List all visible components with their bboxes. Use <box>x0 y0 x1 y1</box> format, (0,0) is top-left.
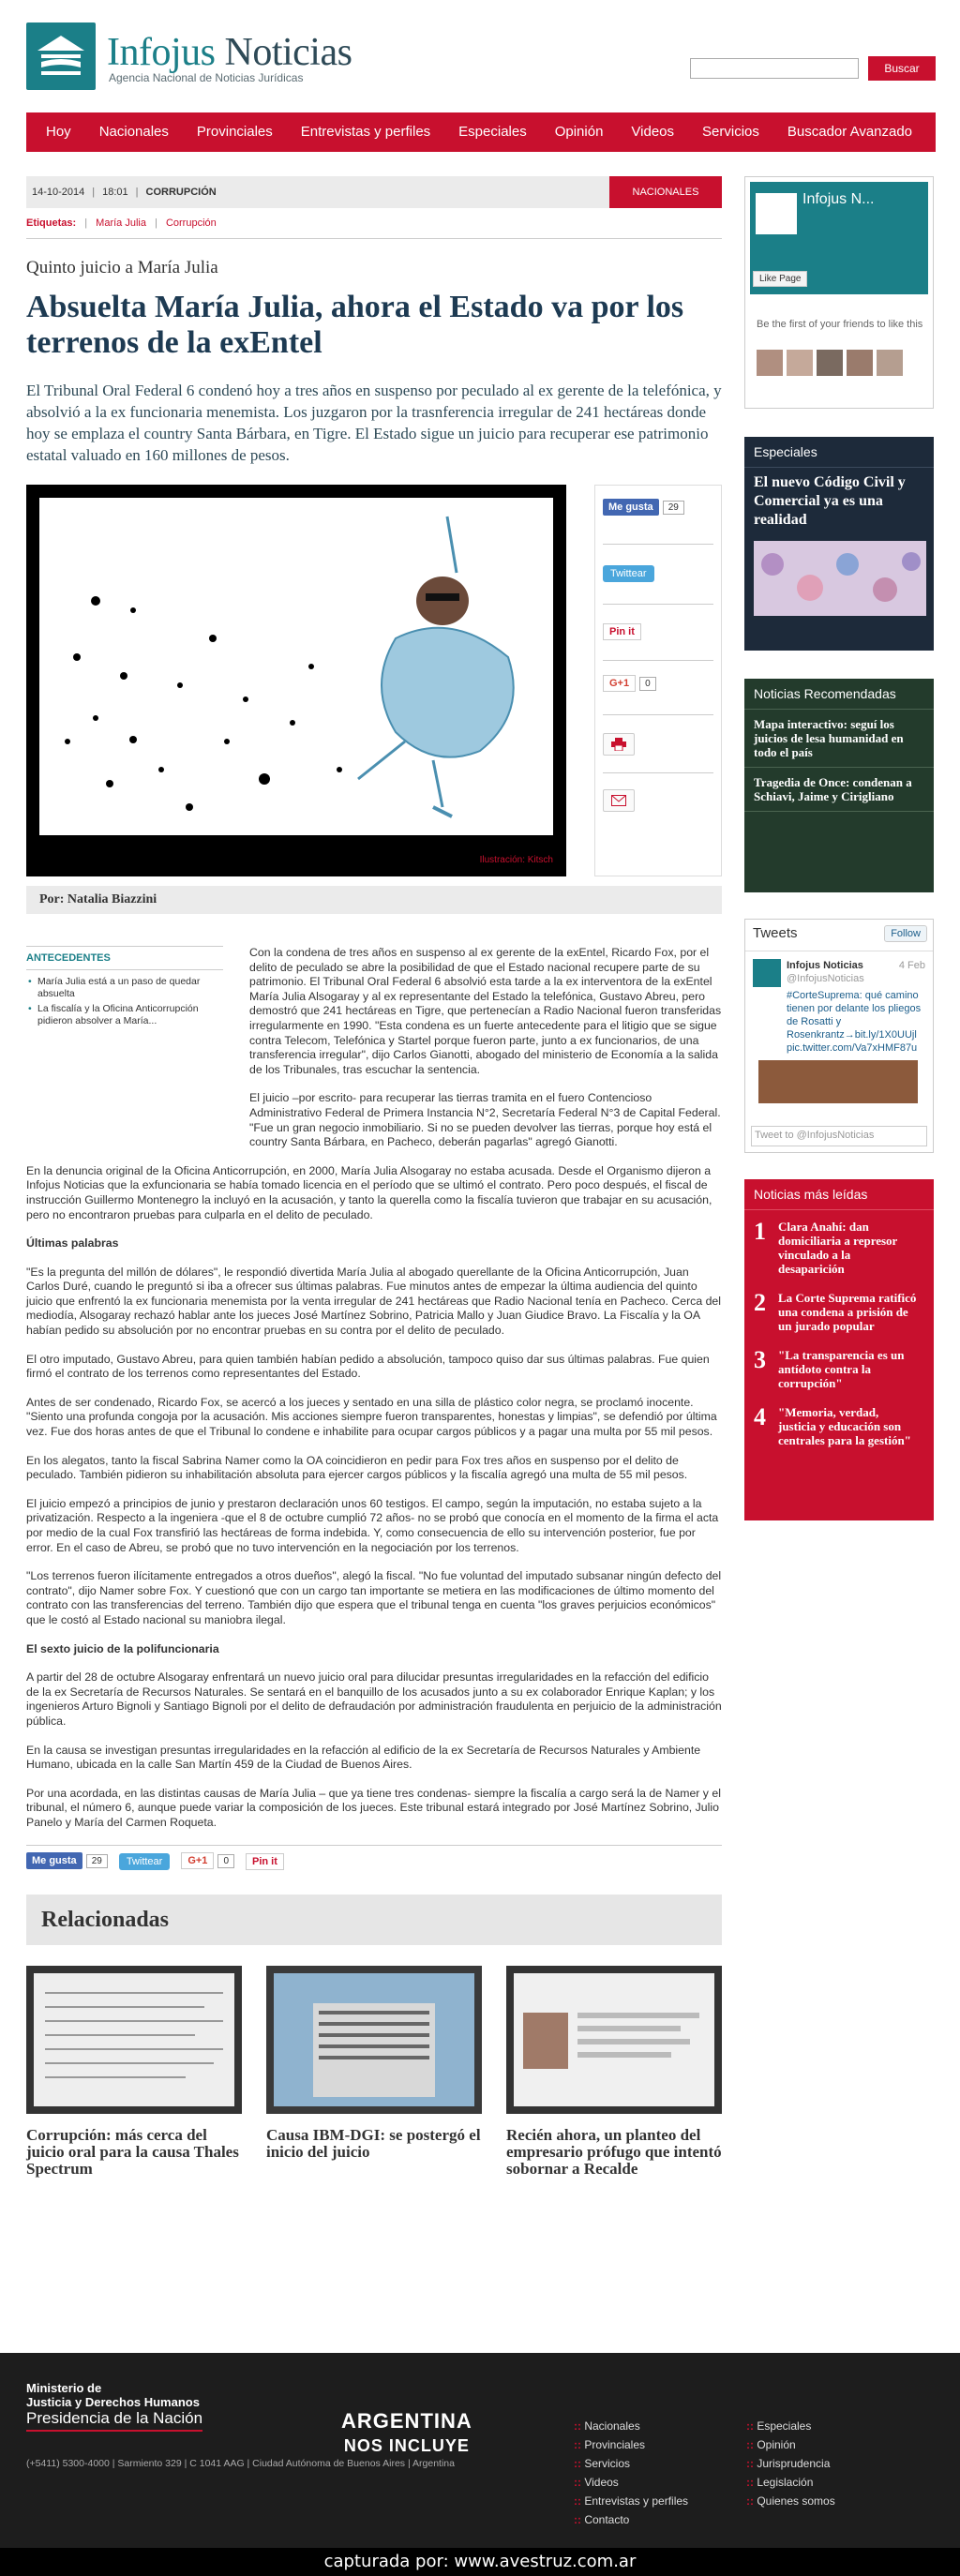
tags-label: Etiquetas: <box>26 217 77 229</box>
twitter-widget <box>744 919 934 1153</box>
mas-leidas-heading: Noticias más leídas <box>744 1179 934 1210</box>
media-row <box>26 485 722 876</box>
rank-number: 1 <box>754 1218 766 1245</box>
main-column <box>26 176 722 2178</box>
article-paragraph: "Es la pregunta del millón de dólares", le respondió divertida María Julia al abogado querellante de la Oficina Anticorrupción, Juan Carlos Duré, cuando le preguntó si iba a ofrecer sus últimas palabras. Fue minutos antes de empezar la última audiencia del quinto juicio que enfrentó la ex funcionaria menemista por la venta irregular de 241 hectáreas que Radio Nacional tenía en Pacheco. Cerca del mediodía, Alsogaray rechazó hablar ante los jueces José Martínez Sobrino, Patricia Mallo y Juan Giudice Bravo. La Fiscalía y la OA habían pedido su absolución por no encontrar pruebas en su contra por el delito de peculado. <box>26 1265 721 1338</box>
facebook-page-widget <box>744 176 934 409</box>
facebook-page-name[interactable]: Infojus N... <box>802 191 875 207</box>
facebook-like-button[interactable]: Me gusta <box>26 1852 82 1869</box>
tweets-heading: Tweets <box>745 920 933 951</box>
related-item[interactable] <box>26 1966 242 2178</box>
google-plus-count: 0 <box>639 677 656 691</box>
recomendadas-heading: Noticias Recomendadas <box>744 679 934 710</box>
nav-videos[interactable]: Videos <box>631 124 675 140</box>
footer-link[interactable]: :: Servicios <box>574 2454 688 2473</box>
logo-title-noticias: Noticias <box>215 31 352 74</box>
article-paragraph: "Los terrenos fueron ilícitamente entregados a otros dueños", alegó la fiscal. "No fue voluntad del imputado subsanar ningún defecto del contrato", dijo Namer sobre Fox. Y cuestionó que con un cargo tan importante se metiera en las modificaciones de último momento del contrato con las transferencias del terreno. También dijo que espera que el tribunal tenga en cuenta "los graves perjuicios económicos" que le costó al Estado nacional su maniobra ilegal. <box>26 1569 722 1626</box>
article-paragraph: Antes de ser condenado, Ricardo Fox, se acercó a los jueces y sentado en una silla de plástico color negra, se proclamó inocente. "Siento una profunda congoja por la acusación. Mis acciones siempre fueron transparentes, honestas y limpias", se defendió por última vez. Fue dos horas antes de que el Tribunal lo condene e inhabilite para ocupar cargos públicos y a pagar una multa por 55 mil pesos. <box>26 1395 717 1439</box>
recomendada-link[interactable]: Mapa interactivo: seguí los juicios de lesa humanidad en todo el país <box>744 710 934 768</box>
antecedente-link[interactable]: • La fiscalía y la Oficina Anticorrupción pidieron absolver a María... <box>26 1003 223 1027</box>
google-plus-button[interactable]: G+1 <box>181 1852 214 1869</box>
facebook-like-count: 29 <box>86 1854 108 1868</box>
footer-address: (+5411) 5300-4000 | Sarmiento 329 | C 1041 AAG | Ciudad Autónoma de Buenos Aires | Argentina <box>26 2458 455 2469</box>
google-plus-count: 0 <box>218 1854 234 1868</box>
footer-link[interactable]: :: Opinión <box>746 2435 835 2454</box>
tag-link[interactable]: María Julia <box>96 217 146 229</box>
related-item[interactable] <box>266 1966 482 2178</box>
tweet-input[interactable]: Tweet to @InfojusNoticias <box>751 1126 927 1146</box>
search-button[interactable]: Buscar <box>868 56 936 81</box>
article-category[interactable]: CORRUPCIÓN <box>145 187 217 198</box>
footer-link[interactable]: :: Quienes somos <box>746 2492 835 2510</box>
especiales-title[interactable]: El nuevo Código Civil y Comercial ya es una realidad <box>754 474 906 528</box>
article-paragraph: El juicio empezó a principios de junio y prestaron declaración unos 60 testigos. El campo, según la imputación, no estaba sujeto a la privatización. Respecto a la ingeniera -que el 8 de octubre cumplió 72 años- no se probó que conocía en el momento de la firma el acta por medio de la cual Fox transfirió las hectáreas de forma indebida. Y, como consecuencia de ello su intervención posterior, fue por error. En el caso de Abreu, se probó que no tuvo intervención en la negociación por los terrenos. <box>26 1496 719 1554</box>
related-thumbnail[interactable] <box>506 1966 722 2114</box>
twitter-tweet-button[interactable]: Twittear <box>119 1853 171 1870</box>
facebook-friends-avatars <box>757 350 903 376</box>
pinterest-pin-button[interactable]: Pin it <box>246 1853 284 1870</box>
logo-icon[interactable] <box>26 22 96 90</box>
footer-links-col-2 <box>746 2417 835 2510</box>
tweet-image[interactable] <box>758 1060 918 1103</box>
facebook-page-text: Be the first of your friends to like this <box>757 319 923 330</box>
ministry-line: Justicia y Derechos Humanos <box>26 2395 200 2409</box>
rank-number: 2 <box>754 1289 766 1316</box>
tweet <box>745 951 933 1111</box>
nav-hoy[interactable]: Hoy <box>46 124 71 140</box>
nav-provinciales[interactable]: Provinciales <box>196 124 273 140</box>
illustration-drawing <box>39 498 553 835</box>
tag-link[interactable]: Corrupción <box>165 217 217 229</box>
article-paragraph: Por una acordada, en las distintas causas de María Julia – que ya tiene tres condenas- siempre la fiscalía a cargo será la de Namer y el tribunal, el número 6, aunque puede variar la composición de los jueces. Este tribunal estará integrado por José Martínez Sobrino, Julio Panelo y María del Carmen Roqueta. <box>26 1786 721 1829</box>
mas-leida-title[interactable]: Clara Anahí: dan domiciliaria a represor vinculado a la desaparición <box>778 1220 898 1276</box>
search-input[interactable] <box>690 58 859 79</box>
tweet-user[interactable]: Infojus Noticias <box>787 960 863 971</box>
related-title[interactable]: Corrupción: más cerca del juicio oral para la causa Thales Spectrum <box>26 2125 239 2178</box>
footer-link[interactable]: :: Jurisprudencia <box>746 2454 835 2473</box>
ministry-logo[interactable] <box>26 2381 202 2432</box>
article-paragraph: A partir del 28 de octubre Alsogaray enfrentará un nuevo juicio oral para dilucidar presuntas irregularidades en la refacción del edificio de la ex Secretaría de Recursos Naturales. Se sentará en el banquillo de los acusados junto a su ex colaborador Enrique Kaplan; y los ingenieros Arturo Bignoli y Santiago Bignoli por el delito de defraudación por administración fraudulenta en perjuicio de la administración pública. <box>26 1670 722 1728</box>
related-list <box>26 1966 722 2178</box>
nav-especiales[interactable]: Especiales <box>458 124 527 140</box>
nav-servicios[interactable]: Servicios <box>702 124 759 140</box>
footer-links-col-1 <box>574 2417 688 2529</box>
article-lead: El Tribunal Oral Federal 6 condenó hoy a tres años en suspenso por peculado al ex gerente de la telefónica, y absolvió a la ex funcionaria menemista. Los juzgaron por la trasnferencia irregular de 241 hectáreas donde hoy se emplaza el country Santa Bárbara, en Tigre. El Estado sigue un juicio para recuperar ese patrimonio estatal valuado en 160 millones de pesos. <box>26 382 722 464</box>
nav-buscador-avanzado[interactable]: Buscador Avanzado <box>787 124 913 140</box>
photo-credit: Ilustración: Kitsch <box>479 855 553 865</box>
article-paragraph: Con la condena de tres años en suspenso al ex gerente de la exEntel, Ricardo Fox, por el delito de peculado se abre la posibilidad de que el Estado nacional recupere parte de su patrimonio. El Tribunal Oral Federal 6 absolvió esta tarde a la ex interventora de la exEntel María Julia Alsogaray y al ex representante del Estado la telefónica, Gustavo Abreu, pero demostró que 241 hectáreas en Tigre, que pertenecían a Radio Nacional fueron transferidas irregularmente en 1990. "Esta condena es un fuerte antecedente para el litigio que se sigue contra Telecom, Telefónica y Startel porque fueron parte, junto a ex funcionarios, de una transferencia irregular", dijo Carlos Gianotti, abogado del ministerio de Economía a la salida de los Tribunales, tras escuchar la sentencia. <box>249 946 722 1076</box>
twitter-follow-button[interactable]: Follow <box>884 925 927 942</box>
print-icon[interactable] <box>603 733 635 756</box>
arg-line-1: ARGENTINA <box>341 2409 472 2433</box>
rank-number: 3 <box>754 1346 766 1373</box>
arg-line-2: NOS INCLUYE <box>343 2436 470 2455</box>
avatar[interactable] <box>877 350 903 376</box>
facebook-like-count: 29 <box>663 501 684 515</box>
article-tags: Etiquetas: | María Julia | Corrupción <box>26 217 722 239</box>
tweet-avatar[interactable] <box>753 959 781 987</box>
related-item[interactable] <box>506 1966 722 2178</box>
article-kicker: Quinto juicio a María Julia <box>26 258 218 277</box>
rank-number: 4 <box>754 1403 766 1430</box>
facebook-like-page-button[interactable]: Like Page <box>753 271 807 287</box>
especiales-box <box>744 437 934 651</box>
main-nav <box>26 112 936 152</box>
twitter-tweet-button[interactable]: Twittear <box>603 565 654 582</box>
tweet-text: #CorteSuprema: qué camino tienen por delante los pliegos de Rosatti y Rosenkrantz→bit.ly/1X0UUjl pic.twitter.com/Va7xHMF87u <box>787 990 922 1054</box>
mas-leida-title[interactable]: "La transparencia es un antídoto contra la corrupción" <box>778 1348 905 1390</box>
footer-link[interactable]: :: Especiales <box>746 2417 835 2435</box>
article-paragraph: El otro imputado, Gustavo Abreu, para quien también habían pedido a absolución, tampoco quiso dar sus últimas palabras. Fue quien firmó el contrato de los terrenos como representantes del Estado. <box>26 1352 710 1381</box>
mas-leida-item[interactable] <box>744 1396 934 1453</box>
mas-leida-item[interactable] <box>744 1281 934 1339</box>
article-paragraph: El juicio –por escrito- para recuperar las tierras tramita en el fuero Contencioso Administrativo Federal de Primera Instancia N°2, Secretaría Federal N°3 de Capital Federal. "Fue un gran negocio inmobiliario. Si no se pueden devolver las tierras, porque hoy está el country Santa Bárbara, en Pacheco, deberán pagarlas" agregó Gianotti. <box>249 1091 721 1149</box>
avatar[interactable] <box>847 350 873 376</box>
especiales-heading: Especiales <box>744 437 934 468</box>
related-title[interactable]: Recién ahora, un planteo del empresario prófugo que intentó sobornar a Recalde <box>506 2125 722 2178</box>
footer-link[interactable]: :: Legislación <box>746 2473 835 2492</box>
article-body <box>26 946 722 1831</box>
facebook-like-button[interactable]: Me gusta <box>603 499 659 516</box>
nav-nacionales[interactable]: Nacionales <box>98 124 169 140</box>
antecedente-link[interactable]: • María Julia está a un paso de quedar absuelta <box>26 976 223 1000</box>
article-date: 14-10-2014 <box>32 187 85 198</box>
share-bar-bottom <box>26 1845 722 1870</box>
tweet-handle[interactable]: @InfojusNoticias <box>787 973 864 984</box>
site-header <box>26 22 936 88</box>
antecedentes-title: ANTECEDENTES <box>26 952 223 970</box>
capture-watermark: capturada por: www.avestruz.com.ar <box>0 2548 960 2576</box>
recomendadas-box <box>744 679 934 892</box>
article-time: 18:01 <box>102 187 128 198</box>
especiales-image[interactable] <box>754 541 926 616</box>
article-paragraph: En la denuncia original de la Oficina Anticorrupción, en 2000, María Julia Alsogaray no estaba acusada. Desde el Organismo dijeron a Infojus Noticias que la exfuncionaria se había tomado licencia en el período que se ultimó el contrato. Pero poco después, el fiscal de instrucción Guillermo Montenegro la incluyó en la acusación, y tanto la querella como la fiscalía tuvieron que trabajar en su acusación, pero no encontraron pruebas para culparla en el delito de peculado. <box>26 1163 712 1221</box>
presidencia-line: Presidencia de la Nación <box>26 2409 202 2432</box>
avatar[interactable] <box>757 350 783 376</box>
recomendada-link[interactable]: Tragedia de Once: condenan a Schiavi, Jaime y Cirigliano <box>744 768 934 812</box>
article-subheading: Últimas palabras <box>26 1236 119 1251</box>
mas-leida-item[interactable] <box>744 1339 934 1396</box>
mas-leida-title[interactable]: "Memoria, verdad, justicia y educación son centrales para la gestión" <box>778 1405 911 1447</box>
article-meta-bar: 14-10-2014 | 18:01 | CORRUPCIÓN NACIONALES <box>26 176 722 208</box>
logo-title-infojus: Infojus <box>107 31 216 74</box>
logo-text[interactable] <box>107 32 352 84</box>
nav-entrevistas[interactable]: Entrevistas y perfiles <box>300 124 431 140</box>
avatar[interactable] <box>817 350 843 376</box>
tweet-date[interactable]: 4 Feb <box>898 960 925 971</box>
footer-link[interactable]: :: Contacto <box>574 2510 688 2529</box>
pinterest-pin-button[interactable]: Pin it <box>603 623 641 640</box>
sidebar <box>744 176 934 1520</box>
antecedentes-box <box>26 946 223 1030</box>
article-paragraph: En los alegatos, tanto la fiscal Sabrina Namer como la OA coincidieron en pedir para Fox tres años en suspenso por el delito de peculado. También pidieron su inhabilitación absoluta para ejercer cargos públicos y la fiscalía agregó una multa de 55 mil pesos. <box>26 1453 688 1482</box>
article-byline: Por: Natalia Biazzini <box>26 886 722 914</box>
mas-leida-item[interactable] <box>744 1210 934 1281</box>
related-title[interactable]: Causa IBM-DGI: se postergó el inicio del juicio <box>266 2125 481 2161</box>
share-box <box>594 485 722 876</box>
section-tag[interactable]: NACIONALES <box>609 176 722 208</box>
argentina-nos-incluye-logo <box>341 2409 472 2458</box>
mas-leida-title[interactable]: La Corte Suprema ratificó una condena a prisión de un jurado popular <box>778 1291 917 1333</box>
logo-subtitle: Agencia Nacional de Noticias Jurídicas <box>109 71 304 84</box>
article-illustration <box>26 485 566 876</box>
google-plus-button[interactable]: G+1 <box>603 675 636 692</box>
footer-link[interactable]: :: Provinciales <box>574 2435 688 2454</box>
footer-link[interactable]: :: Nacionales <box>574 2417 688 2435</box>
related-heading: Relacionadas <box>26 1895 722 1945</box>
related-thumbnail[interactable] <box>266 1966 482 2114</box>
footer-link[interactable]: :: Entrevistas y perfiles <box>574 2492 688 2510</box>
article-subheading: El sexto juicio de la polifuncionaria <box>26 1641 219 1655</box>
nav-opinion[interactable]: Opinión <box>554 124 604 140</box>
ministry-line: Ministerio de <box>26 2381 102 2395</box>
article-headline: Absuelta María Julia, ahora el Estado va por los terrenos de la exEntel <box>26 290 684 360</box>
mas-leidas-box <box>744 1179 934 1520</box>
footer-link[interactable]: :: Videos <box>574 2473 688 2492</box>
related-thumbnail[interactable] <box>26 1966 242 2114</box>
email-icon[interactable] <box>603 789 635 812</box>
avatar[interactable] <box>787 350 813 376</box>
site-footer <box>0 2353 960 2576</box>
article-paragraph: En la causa se investigan presuntas irregularidades en la refacción al edificio de la ex Secretaría de Recursos Naturales y Ambiente Humano, ubicada en la calle San Martín 459 de la Ciudad de Buenos Aires. <box>26 1743 701 1772</box>
